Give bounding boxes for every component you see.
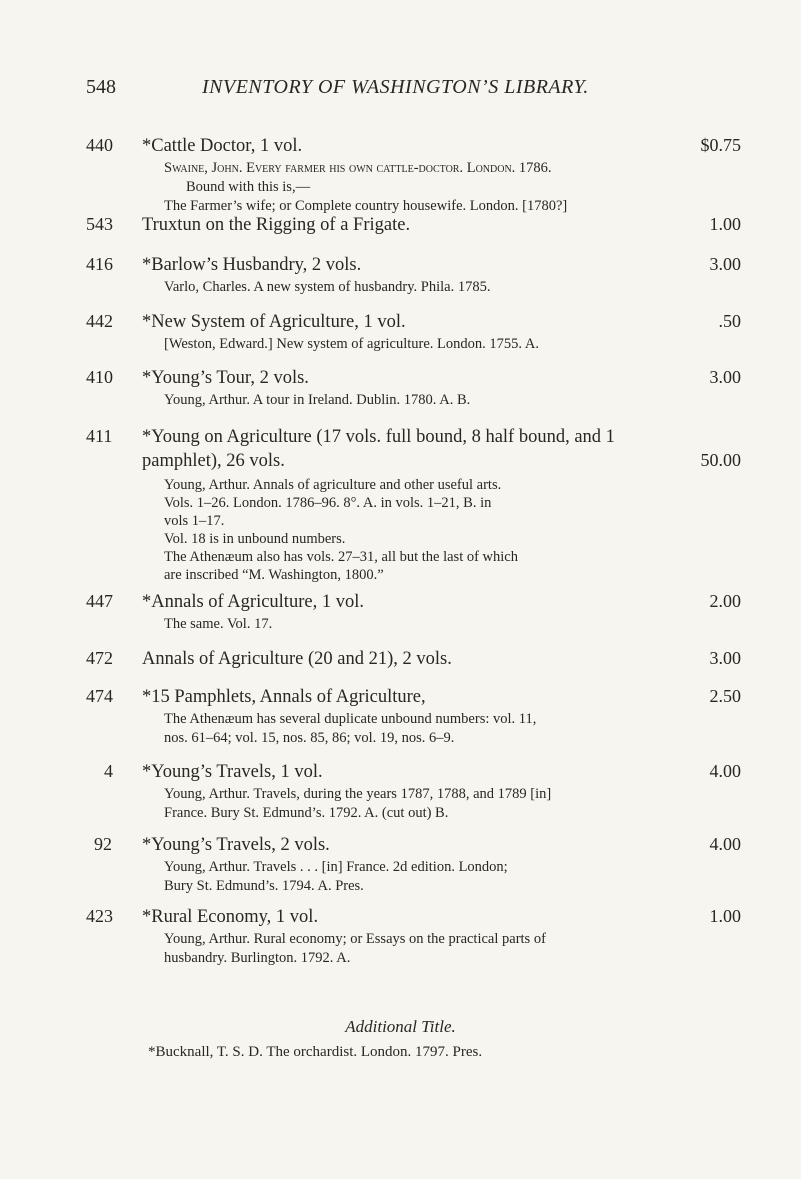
entry-title: *Young on Agriculture (17 vols. full bound, 8 half bound, and 1 [142,427,615,447]
entry-price: 3.00 [709,254,741,274]
entry-note: nos. 61–64; vol. 15, nos. 85, 86; vol. 19, nos. 6–9. [164,730,455,746]
entry-title: *Young’s Tour, 2 vols. [142,368,309,388]
entry-price: 1.00 [709,214,741,234]
entry-number: 411 [86,426,113,446]
additional-title-heading: Additional Title. [345,1017,456,1036]
entry-note: Vols. 1–26. London. 1786–96. 8°. A. in vols. 1–21, B. in [164,495,492,511]
entry-title: *Young’s Travels, 1 vol. [142,762,323,782]
entry-title: Truxtun on the Rigging of a Frigate. [142,215,411,235]
entry-title: *Cattle Doctor, 1 vol. [142,136,303,156]
entry-note: Young, Arthur. Travels . . . [in] France. 2d edition. London; [164,859,508,875]
entry-note: The Farmer’s wife; or Complete country housewife. London. [1780?] [164,198,568,214]
entry-note: Young, Arthur. Annals of agriculture and other useful arts. [164,477,502,493]
entry-number: 4 [104,761,113,781]
entry-note: France. Bury St. Edmund’s. 1792. A. (cut out) B. [164,805,449,821]
entry-note: The Athenæum also has vols. 27–31, all but the last of which [164,549,518,565]
entry-note: vols 1–17. [164,513,225,529]
entry-note: Young, Arthur. Rural economy; or Essays on the practical parts of [164,931,546,947]
entry-title: *15 Pamphlets, Annals of Agriculture, [142,687,426,707]
entry-title: *Young’s Travels, 2 vols. [142,835,330,855]
entry-price: .50 [718,311,741,331]
entry-number: 440 [86,135,113,155]
entry-number: 410 [86,367,113,387]
entry-price: 2.00 [709,591,741,611]
entry-note: Bury St. Edmund’s. 1794. A. Pres. [164,878,364,894]
entry-price: $0.75 [700,135,741,155]
entry-note: The same. Vol. 17. [164,616,273,632]
entry-number: 543 [86,214,113,234]
entry-title: Annals of Agriculture (20 and 21), 2 vols. [142,649,452,669]
entry-note: are inscribed “M. Washington, 1800.” [164,567,384,583]
entry-note: Young, Arthur. Travels, during the years 1787, 1788, and 1789 [in] [164,786,552,802]
entry-note: Varlo, Charles. A new system of husbandry. Phila. 1785. [164,279,491,295]
entry-number: 447 [86,591,113,611]
entry-number: 416 [86,254,113,274]
entry-number: 472 [86,648,113,668]
entry-number: 92 [94,834,112,854]
entry-title: *Annals of Agriculture, 1 vol. [142,592,364,612]
entry-note: Young, Arthur. A tour in Ireland. Dublin. 1780. A. B. [164,392,471,408]
entry-note: Swaine, John. Every farmer his own cattle-doctor. London. 1786. [164,160,552,176]
page-header [86,76,746,106]
entry-price: 3.00 [709,648,741,668]
entry-note: The Athenæum has several duplicate unbound numbers: vol. 11, [164,711,537,727]
entry-price: 4.00 [709,834,741,854]
entry-price: 4.00 [709,761,741,781]
entry-note: Bound with this is,— [186,179,311,195]
entry-note: husbandry. Burlington. 1792. A. [164,950,351,966]
entry-price: 3.00 [709,367,741,387]
entry-note: Vol. 18 is in unbound numbers. [164,531,346,547]
entry-title: pamphlet), 26 vols. [142,451,285,471]
entry-number: 442 [86,311,113,331]
entry-price: 50.00 [700,450,741,470]
entry-note: [Weston, Edward.] New system of agriculture. London. 1755. A. [164,336,539,352]
entry-title: *New System of Agriculture, 1 vol. [142,312,406,332]
entry-number: 423 [86,906,113,926]
entry-number: 474 [86,686,113,706]
additional-title-entry: *Bucknall, T. S. D. The orchardist. London. 1797. Pres. [148,1044,483,1060]
entry-price: 1.00 [709,906,741,926]
running-title: INVENTORY OF WASHINGTON’S LIBRARY. [202,76,589,98]
entry-title: *Rural Economy, 1 vol. [142,907,319,927]
entry-title: *Barlow’s Husbandry, 2 vols. [142,255,362,275]
page-number: 548 [86,76,116,98]
entry-price: 2.50 [709,686,741,706]
